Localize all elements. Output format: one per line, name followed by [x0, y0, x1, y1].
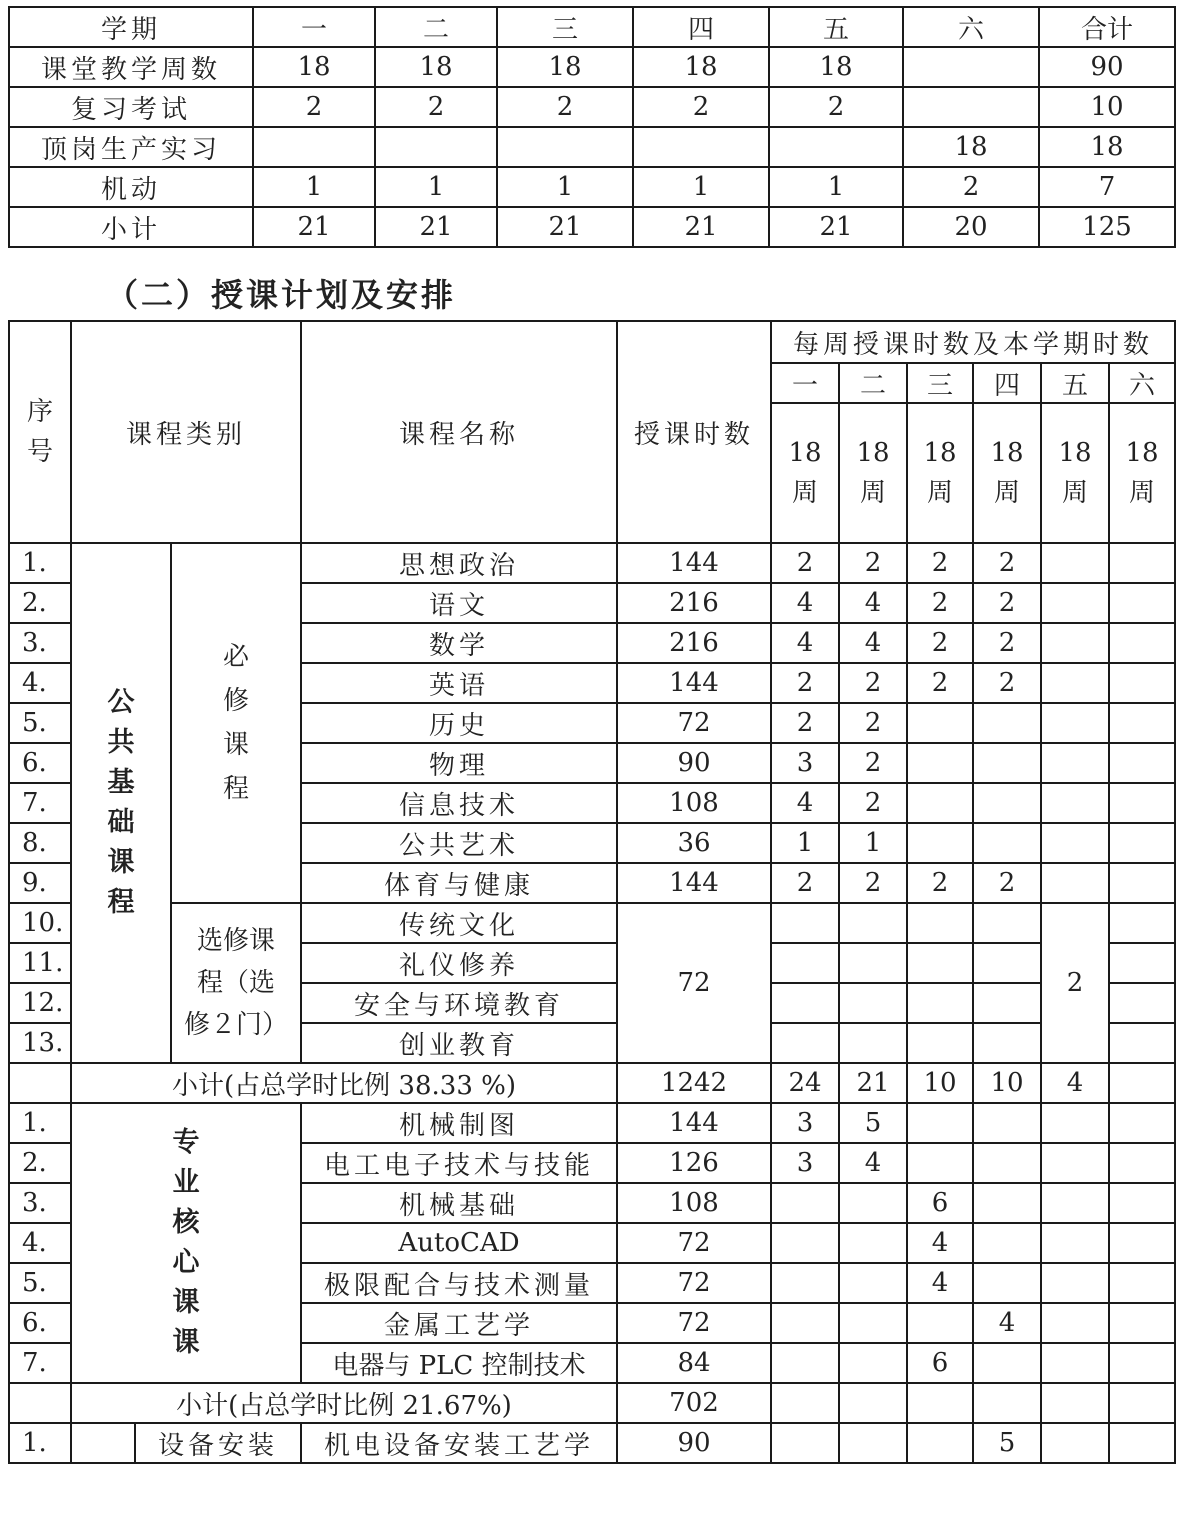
weekly-hours-cell: 2 [839, 663, 907, 703]
required-category: 必 修 课 程 [171, 543, 301, 903]
course-name: 信息技术 [301, 783, 617, 823]
course-name-header: 课程名称 [301, 321, 617, 543]
weekly-hours-cell [1109, 1263, 1175, 1303]
table-header-row [9, 321, 1175, 363]
weekly-hours-cell: 2 [907, 663, 973, 703]
row-number: 5. [9, 1263, 71, 1303]
course-hours: 72 [617, 1303, 771, 1343]
weekly-hours-cell [1109, 783, 1175, 823]
table-cell: 21 [375, 207, 497, 247]
course-name: 金属工艺学 [301, 1303, 617, 1343]
weekly-hours-cell [771, 983, 839, 1023]
elective-hours: 72 [617, 903, 771, 1063]
weekly-hours-cell: 2 [907, 863, 973, 903]
course-hours: 144 [617, 543, 771, 583]
weeks-count: 18 周 [771, 403, 839, 543]
row-number: 7. [9, 1343, 71, 1383]
table-cell: 18 [1039, 127, 1175, 167]
row-label: 课堂教学周数 [9, 47, 253, 87]
course-hours: 72 [617, 1263, 771, 1303]
course-name: 物理 [301, 743, 617, 783]
weekly-hours-cell [1109, 1063, 1175, 1103]
course-name: 英语 [301, 663, 617, 703]
weekly-hours-cell [839, 1343, 907, 1383]
weekly-hours-cell [1109, 623, 1175, 663]
table-cell: 1 [253, 167, 375, 207]
course-hours: 216 [617, 623, 771, 663]
weekly-hours-cell: 2 [771, 863, 839, 903]
weekly-hours-cell [973, 1183, 1041, 1223]
table-cell: 21 [769, 207, 903, 247]
weekly-hours-cell [1109, 1023, 1175, 1063]
weekly-hours-cell [1109, 943, 1175, 983]
category-cell [71, 1423, 135, 1463]
course-hours: 90 [617, 743, 771, 783]
weekly-hours-cell: 24 [771, 1063, 839, 1103]
sub-category: 设备安装 [135, 1423, 301, 1463]
weekly-hours-cell: 4 [839, 583, 907, 623]
weekly-hours-cell [907, 1383, 973, 1423]
weekly-hours-cell: 3 [771, 1143, 839, 1183]
weekly-hours-cell: 4 [771, 783, 839, 823]
table-row [9, 1423, 1175, 1463]
weekly-hours-cell [907, 903, 973, 943]
row-number: 3. [9, 623, 71, 663]
table-cell: 2 [497, 87, 633, 127]
table-row [9, 207, 1175, 247]
row-number: 13. [9, 1023, 71, 1063]
weekly-hours-cell [1041, 543, 1109, 583]
weekly-hours-cell: 2 [839, 863, 907, 903]
table-cell [903, 87, 1039, 127]
table-cell: 1 [497, 167, 633, 207]
row-number: 4. [9, 663, 71, 703]
weekly-hours-cell [907, 1023, 973, 1063]
header-cell: 四 [633, 7, 769, 47]
table-cell: 21 [497, 207, 633, 247]
weekly-hours-cell: 10 [907, 1063, 973, 1103]
weekly-hours-cell [1109, 1383, 1175, 1423]
table-cell: 10 [1039, 87, 1175, 127]
course-plan-table [8, 320, 1176, 1464]
weekly-hours-cell [1041, 583, 1109, 623]
row-number: 10. [9, 903, 71, 943]
weekly-hours-cell [771, 1183, 839, 1223]
weekly-hours-cell [1041, 663, 1109, 703]
row-number [9, 1383, 71, 1423]
public-basic-category: 公 共 基 础 课 程 [71, 543, 171, 1063]
weekly-hours-cell [1041, 1223, 1109, 1263]
weekly-hours-cell [1041, 743, 1109, 783]
weekly-hours-cell [771, 1383, 839, 1423]
course-name: 机械基础 [301, 1183, 617, 1223]
weekly-hours-cell [1041, 823, 1109, 863]
weekly-hours-cell [1109, 543, 1175, 583]
weekly-hours-cell: 4 [1041, 1063, 1109, 1103]
row-number: 1. [9, 1103, 71, 1143]
semester-header: 一 [771, 363, 839, 403]
weekly-hours-cell: 6 [907, 1183, 973, 1223]
weekly-hours-cell [1109, 903, 1175, 943]
header-cell: 合计 [1039, 7, 1175, 47]
weekly-hours-cell [973, 943, 1041, 983]
weekly-hours-cell [973, 903, 1041, 943]
weekly-hours-cell [771, 1343, 839, 1383]
table-cell: 21 [633, 207, 769, 247]
course-name: AutoCAD [301, 1223, 617, 1263]
weekly-hours-cell: 2 [771, 543, 839, 583]
weekly-hours-cell: 5 [839, 1103, 907, 1143]
row-number: 1. [9, 1423, 71, 1463]
weekly-hours-cell: 2 [771, 703, 839, 743]
weekly-hours-cell: 21 [839, 1063, 907, 1103]
row-number: 6. [9, 743, 71, 783]
course-hours: 84 [617, 1343, 771, 1383]
table-cell: 2 [375, 87, 497, 127]
weekly-hours-cell [771, 943, 839, 983]
weekly-hours-cell [839, 903, 907, 943]
subtotal-row [9, 1383, 1175, 1423]
weekly-hours-cell [771, 1223, 839, 1263]
table-cell: 18 [769, 47, 903, 87]
weekly-hours-cell [839, 1263, 907, 1303]
weekly-hours-cell [1041, 1343, 1109, 1383]
category-header: 课程类别 [71, 321, 301, 543]
weekly-hours-cell [973, 1103, 1041, 1143]
table-cell: 7 [1039, 167, 1175, 207]
table-cell [769, 127, 903, 167]
weeks-count: 18 周 [907, 403, 973, 543]
weekly-hours-cell [973, 743, 1041, 783]
weekly-hours-cell [1109, 1143, 1175, 1183]
subtotal-row [9, 1063, 1175, 1103]
weekly-hours-cell [1041, 1263, 1109, 1303]
weekly-hours-cell [973, 823, 1041, 863]
section-title: （二）授课计划及安排 [106, 276, 457, 314]
weekly-hours-cell: 4 [771, 623, 839, 663]
weekly-hours-cell [907, 983, 973, 1023]
course-name: 机电设备安装工艺学 [301, 1423, 617, 1463]
semester-header: 六 [1109, 363, 1175, 403]
weekly-hours-cell [1109, 743, 1175, 783]
subtotal-hours: 702 [617, 1383, 771, 1423]
weekly-hours-cell: 6 [907, 1343, 973, 1383]
weekly-hours-cell [1109, 823, 1175, 863]
weekly-hours-cell [839, 1383, 907, 1423]
course-name: 创业教育 [301, 1023, 617, 1063]
weekly-hours-cell [973, 1223, 1041, 1263]
weekly-hours-cell [1041, 1143, 1109, 1183]
header-cell: 二 [375, 7, 497, 47]
row-number: 4. [9, 1223, 71, 1263]
weekly-hours-cell [1109, 583, 1175, 623]
table-row [9, 1103, 1175, 1143]
subtotal-label: 小计(占总学时比例 38.33 %) [71, 1063, 617, 1103]
table-header-row [9, 7, 1175, 47]
weekly-hours-cell [839, 1023, 907, 1063]
weeks-count: 18 周 [839, 403, 907, 543]
course-name: 机械制图 [301, 1103, 617, 1143]
weekly-hours-cell [907, 1423, 973, 1463]
weekly-hours-header: 每周授课时数及本学期时数 [771, 321, 1175, 363]
weekly-hours-cell [907, 823, 973, 863]
weekly-hours-cell [907, 1303, 973, 1343]
table-cell: 2 [253, 87, 375, 127]
course-hours: 144 [617, 663, 771, 703]
table-row [9, 167, 1175, 207]
weekly-hours-cell [973, 1023, 1041, 1063]
header-cell: 一 [253, 7, 375, 47]
row-number: 12. [9, 983, 71, 1023]
weekly-hours-cell [973, 1143, 1041, 1183]
course-hours: 36 [617, 823, 771, 863]
weekly-hours-cell [1109, 1303, 1175, 1343]
weekly-hours-cell [1109, 983, 1175, 1023]
course-hours: 216 [617, 583, 771, 623]
weekly-hours-cell: 2 [973, 663, 1041, 703]
row-number: 8. [9, 823, 71, 863]
table-cell: 18 [375, 47, 497, 87]
table-cell [633, 127, 769, 167]
table-cell [497, 127, 633, 167]
weekly-hours-cell: 2 [973, 543, 1041, 583]
weekly-hours-cell [973, 1383, 1041, 1423]
weekly-hours-cell: 4 [907, 1263, 973, 1303]
weekly-hours-cell [1041, 1303, 1109, 1343]
weekly-hours-cell [907, 703, 973, 743]
row-number: 3. [9, 1183, 71, 1223]
table-row [9, 87, 1175, 127]
weekly-hours-cell [1041, 1423, 1109, 1463]
course-name: 安全与环境教育 [301, 983, 617, 1023]
weekly-hours-cell [973, 1343, 1041, 1383]
row-number [9, 1063, 71, 1103]
weekly-hours-cell [839, 943, 907, 983]
header-cell: 学期 [9, 7, 253, 47]
course-hours: 108 [617, 1183, 771, 1223]
weekly-hours-cell [1041, 783, 1109, 823]
weekly-hours-cell: 4 [907, 1223, 973, 1263]
elective-semester5-hours: 2 [1041, 903, 1109, 1063]
header-cell: 六 [903, 7, 1039, 47]
semester-header: 三 [907, 363, 973, 403]
table-cell: 2 [903, 167, 1039, 207]
weekly-hours-cell [1041, 703, 1109, 743]
row-number: 11. [9, 943, 71, 983]
course-name: 思想政治 [301, 543, 617, 583]
semester-weeks-table [8, 6, 1176, 248]
row-number: 7. [9, 783, 71, 823]
weekly-hours-cell: 3 [771, 743, 839, 783]
weekly-hours-cell: 4 [839, 623, 907, 663]
course-name: 公共艺术 [301, 823, 617, 863]
weekly-hours-cell [1109, 1103, 1175, 1143]
weekly-hours-cell [907, 743, 973, 783]
course-hours: 72 [617, 1223, 771, 1263]
weekly-hours-cell: 2 [907, 583, 973, 623]
weekly-hours-cell: 4 [973, 1303, 1041, 1343]
table-cell: 20 [903, 207, 1039, 247]
row-number: 2. [9, 583, 71, 623]
weekly-hours-cell: 2 [973, 623, 1041, 663]
weekly-hours-cell: 2 [839, 783, 907, 823]
weeks-count: 18 周 [1109, 403, 1175, 543]
weekly-hours-cell [1041, 623, 1109, 663]
weekly-hours-cell: 2 [907, 623, 973, 663]
weekly-hours-cell [1041, 1383, 1109, 1423]
table-cell: 18 [633, 47, 769, 87]
weekly-hours-cell: 2 [839, 703, 907, 743]
row-label: 小计 [9, 207, 253, 247]
weekly-hours-cell [771, 1303, 839, 1343]
course-hours: 72 [617, 703, 771, 743]
table-cell: 125 [1039, 207, 1175, 247]
table-cell: 1 [769, 167, 903, 207]
table-cell [903, 47, 1039, 87]
course-name: 数学 [301, 623, 617, 663]
course-hours: 144 [617, 1103, 771, 1143]
weekly-hours-cell [907, 943, 973, 983]
header-cell: 三 [497, 7, 633, 47]
course-hours: 108 [617, 783, 771, 823]
elective-category: 选修课 程（选 修２门） [171, 903, 301, 1063]
table-row [9, 903, 1175, 943]
hours-header: 授课时数 [617, 321, 771, 543]
row-number: 6. [9, 1303, 71, 1343]
course-hours: 144 [617, 863, 771, 903]
weekly-hours-cell [839, 1303, 907, 1343]
subtotal-label: 小计(占总学时比例 21.67%) [71, 1383, 617, 1423]
weekly-hours-cell: 4 [839, 1143, 907, 1183]
weekly-hours-cell [1109, 1423, 1175, 1463]
weekly-hours-cell: 5 [973, 1423, 1041, 1463]
weeks-count: 18 周 [1041, 403, 1109, 543]
weekly-hours-cell [839, 983, 907, 1023]
weekly-hours-cell: 3 [771, 1103, 839, 1143]
table-cell: 90 [1039, 47, 1175, 87]
weekly-hours-cell [973, 703, 1041, 743]
weekly-hours-cell [1041, 863, 1109, 903]
course-name: 电工电子技术与技能 [301, 1143, 617, 1183]
weekly-hours-cell [1041, 1183, 1109, 1223]
core-course-category: 专 业 核 心 课 课 [71, 1103, 301, 1383]
weekly-hours-cell: 2 [907, 543, 973, 583]
course-name: 历史 [301, 703, 617, 743]
course-name: 传统文化 [301, 903, 617, 943]
row-number: 1. [9, 543, 71, 583]
weekly-hours-cell: 2 [973, 583, 1041, 623]
row-number: 5. [9, 703, 71, 743]
course-name: 礼仪修养 [301, 943, 617, 983]
table-cell: 18 [253, 47, 375, 87]
weekly-hours-cell [1109, 1183, 1175, 1223]
weekly-hours-cell [1041, 1103, 1109, 1143]
weekly-hours-cell [839, 1183, 907, 1223]
weekly-hours-cell [839, 1423, 907, 1463]
table-cell: 2 [633, 87, 769, 127]
weekly-hours-cell [771, 903, 839, 943]
table-cell: 18 [497, 47, 633, 87]
row-number: 9. [9, 863, 71, 903]
subtotal-hours: 1242 [617, 1063, 771, 1103]
weekly-hours-cell [907, 783, 973, 823]
course-hours: 90 [617, 1423, 771, 1463]
weekly-hours-cell: 2 [771, 663, 839, 703]
weekly-hours-cell [771, 1023, 839, 1063]
table-cell: 2 [769, 87, 903, 127]
row-label: 复习考试 [9, 87, 253, 127]
seq-header: 序 号 [9, 321, 71, 543]
semester-header: 五 [1041, 363, 1109, 403]
row-label: 顶岗生产实习 [9, 127, 253, 167]
weekly-hours-cell [973, 783, 1041, 823]
table-cell: 1 [375, 167, 497, 207]
weekly-hours-cell: 2 [839, 543, 907, 583]
weekly-hours-cell [907, 1103, 973, 1143]
weekly-hours-cell [973, 983, 1041, 1023]
weekly-hours-cell [1109, 703, 1175, 743]
table-cell [253, 127, 375, 167]
weekly-hours-cell [771, 1263, 839, 1303]
row-label: 机动 [9, 167, 253, 207]
weekly-hours-cell [973, 1263, 1041, 1303]
weekly-hours-cell: 2 [973, 863, 1041, 903]
weekly-hours-cell: 4 [771, 583, 839, 623]
table-cell: 21 [253, 207, 375, 247]
table-row [9, 47, 1175, 87]
weeks-count: 18 周 [973, 403, 1041, 543]
table-cell [375, 127, 497, 167]
course-name: 语文 [301, 583, 617, 623]
weekly-hours-cell [1109, 1223, 1175, 1263]
course-hours: 126 [617, 1143, 771, 1183]
weekly-hours-cell: 10 [973, 1063, 1041, 1103]
weekly-hours-cell [839, 1223, 907, 1263]
table-row [9, 543, 1175, 583]
semester-header: 二 [839, 363, 907, 403]
table-cell: 18 [903, 127, 1039, 167]
row-number: 2. [9, 1143, 71, 1183]
weekly-hours-cell [907, 1143, 973, 1183]
weekly-hours-cell [771, 1423, 839, 1463]
weekly-hours-cell [1109, 663, 1175, 703]
weekly-hours-cell [1109, 1343, 1175, 1383]
weekly-hours-cell: 1 [839, 823, 907, 863]
course-name: 体育与健康 [301, 863, 617, 903]
weekly-hours-cell: 2 [839, 743, 907, 783]
course-name: 极限配合与技术测量 [301, 1263, 617, 1303]
weekly-hours-cell: 1 [771, 823, 839, 863]
course-name: 电器与 PLC 控制技术 [301, 1343, 617, 1383]
table-cell: 1 [633, 167, 769, 207]
table-row [9, 127, 1175, 167]
semester-header: 四 [973, 363, 1041, 403]
header-cell: 五 [769, 7, 903, 47]
weekly-hours-cell [1109, 863, 1175, 903]
